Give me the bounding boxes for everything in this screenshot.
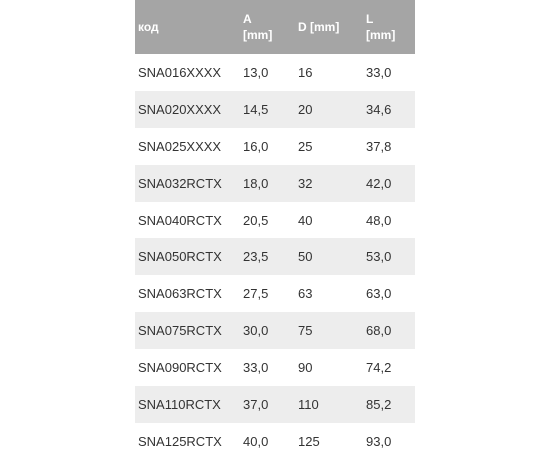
cell-code: SNA025XXXX [135,128,240,165]
cell-d: 75 [295,312,363,349]
cell-l: 34,6 [363,91,415,128]
cell-l: 74,2 [363,349,415,386]
table-row [135,423,415,460]
header-l [363,0,415,54]
cell-code: SNA050RCTX [135,238,240,275]
header-a-label: A [243,12,252,26]
table-row [135,128,415,165]
table-row [135,202,415,239]
cell-d: 16 [295,54,363,91]
cell-d: 110 [295,386,363,423]
header-l-unit: [mm] [366,28,396,42]
cell-a: 16,0 [240,128,295,165]
cell-code: SNA016XXXX [135,54,240,91]
cell-a: 33,0 [240,349,295,386]
cell-d: 125 [295,423,363,460]
table-row [135,165,415,202]
cell-d: 63 [295,275,363,312]
header-d [295,0,363,54]
cell-l: 37,8 [363,128,415,165]
cell-l: 42,0 [363,165,415,202]
cell-d: 90 [295,349,363,386]
cell-a: 40,0 [240,423,295,460]
cell-a: 18,0 [240,165,295,202]
table-row [135,91,415,128]
cell-l: 93,0 [363,423,415,460]
cell-l: 33,0 [363,54,415,91]
cell-code: SNA125RCTX [135,423,240,460]
cell-a: 20,5 [240,202,295,239]
header-a-unit: [mm] [243,28,273,42]
cell-a: 13,0 [240,54,295,91]
cell-d: 32 [295,165,363,202]
table-row [135,275,415,312]
cell-a: 27,5 [240,275,295,312]
cell-a: 23,5 [240,238,295,275]
cell-code: SNA110RCTX [135,386,240,423]
table-row [135,312,415,349]
cell-l: 68,0 [363,312,415,349]
header-l-label: L [366,12,374,26]
cell-code: SNA063RCTX [135,275,240,312]
table-row [135,238,415,275]
cell-a: 30,0 [240,312,295,349]
cell-a: 37,0 [240,386,295,423]
cell-code: SNA032RCTX [135,165,240,202]
cell-l: 85,2 [363,386,415,423]
table-row [135,349,415,386]
header-code [135,0,240,54]
header-row [135,0,415,54]
cell-a: 14,5 [240,91,295,128]
cell-d: 25 [295,128,363,165]
cell-code: SNA040RCTX [135,202,240,239]
table-row [135,386,415,423]
cell-code: SNA090RCTX [135,349,240,386]
header-a [240,0,295,54]
table-row [135,54,415,91]
header-d-label: D [mm] [298,20,340,34]
dimensions-table [135,0,415,460]
cell-l: 48,0 [363,202,415,239]
header-code-label: код [138,20,159,34]
cell-code: SNA075RCTX [135,312,240,349]
table-header [135,0,415,54]
cell-l: 63,0 [363,275,415,312]
cell-code: SNA020XXXX [135,91,240,128]
cell-l: 53,0 [363,238,415,275]
cell-d: 40 [295,202,363,239]
cell-d: 50 [295,238,363,275]
table-body [135,54,415,460]
cell-d: 20 [295,91,363,128]
